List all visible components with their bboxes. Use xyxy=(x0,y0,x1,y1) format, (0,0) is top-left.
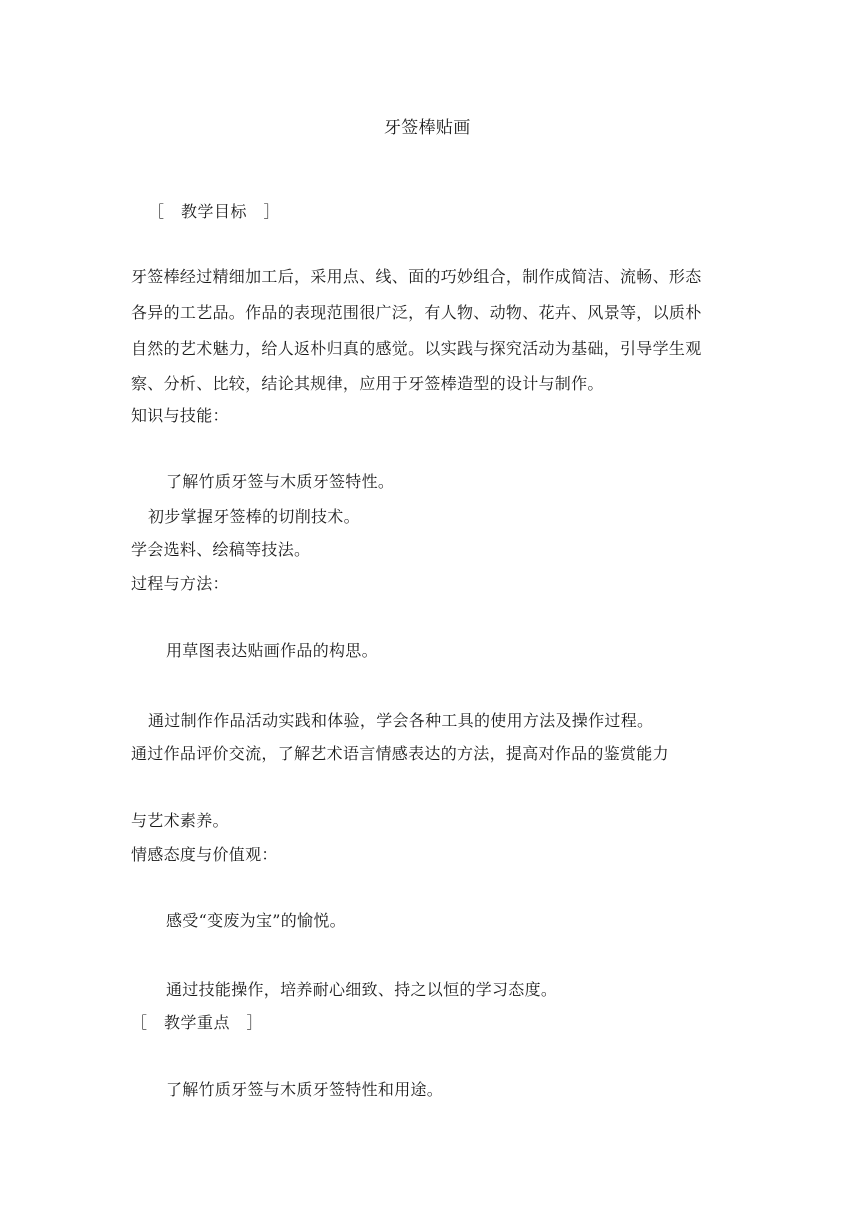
document-title: 牙签棒贴画 xyxy=(384,118,471,138)
attitude-heading: 情感态度与价值观： xyxy=(131,845,278,864)
knowledge-item: 了解竹质牙签与木质牙签特性。 xyxy=(166,472,395,491)
intro-paragraph-line: 察、分析、比较，结论其规律，应用于牙签棒造型的设计与制作。 xyxy=(131,374,604,393)
knowledge-item: 初步掌握牙签棒的切削技术。 xyxy=(148,507,360,526)
knowledge-item: 学会选料、绘稿等技法。 xyxy=(131,540,311,559)
intro-paragraph-line: 自然的艺术魅力，给人返朴归真的感觉。以实践与探究活动为基础，引导学生观 xyxy=(131,339,702,358)
process-item: 通过制作作品活动实践和体验，学会各种工具的使用方法及操作过程。 xyxy=(148,711,654,730)
process-item: 与艺术素养。 xyxy=(131,811,229,830)
attitude-item: 通过技能操作，培养耐心细致、持之以恒的学习态度。 xyxy=(166,980,558,999)
process-item: 通过作品评价交流，了解艺术语言情感表达的方法，提高对作品的鉴赏能力 xyxy=(131,744,669,763)
attitude-item: 感受“变废为宝”的愉悦。 xyxy=(166,911,346,930)
section-heading-key-points: ［ 教学重点 ］ xyxy=(131,1013,264,1032)
key-point-item: 了解竹质牙签与木质牙签特性和用途。 xyxy=(166,1080,444,1099)
intro-paragraph-line: 各异的工艺品。作品的表现范围很广泛，有人物、动物、花卉、风景等，以质朴 xyxy=(131,303,702,322)
intro-paragraph-line: 牙签棒经过精细加工后，采用点、线、面的巧妙组合，制作成简洁、流畅、形态 xyxy=(131,267,702,286)
knowledge-heading: 知识与技能： xyxy=(131,406,229,425)
process-item: 用草图表达贴画作品的构思。 xyxy=(166,641,378,660)
section-heading-teaching-goals: ［ 教学目标 ］ xyxy=(148,202,281,221)
process-heading: 过程与方法： xyxy=(131,574,229,593)
